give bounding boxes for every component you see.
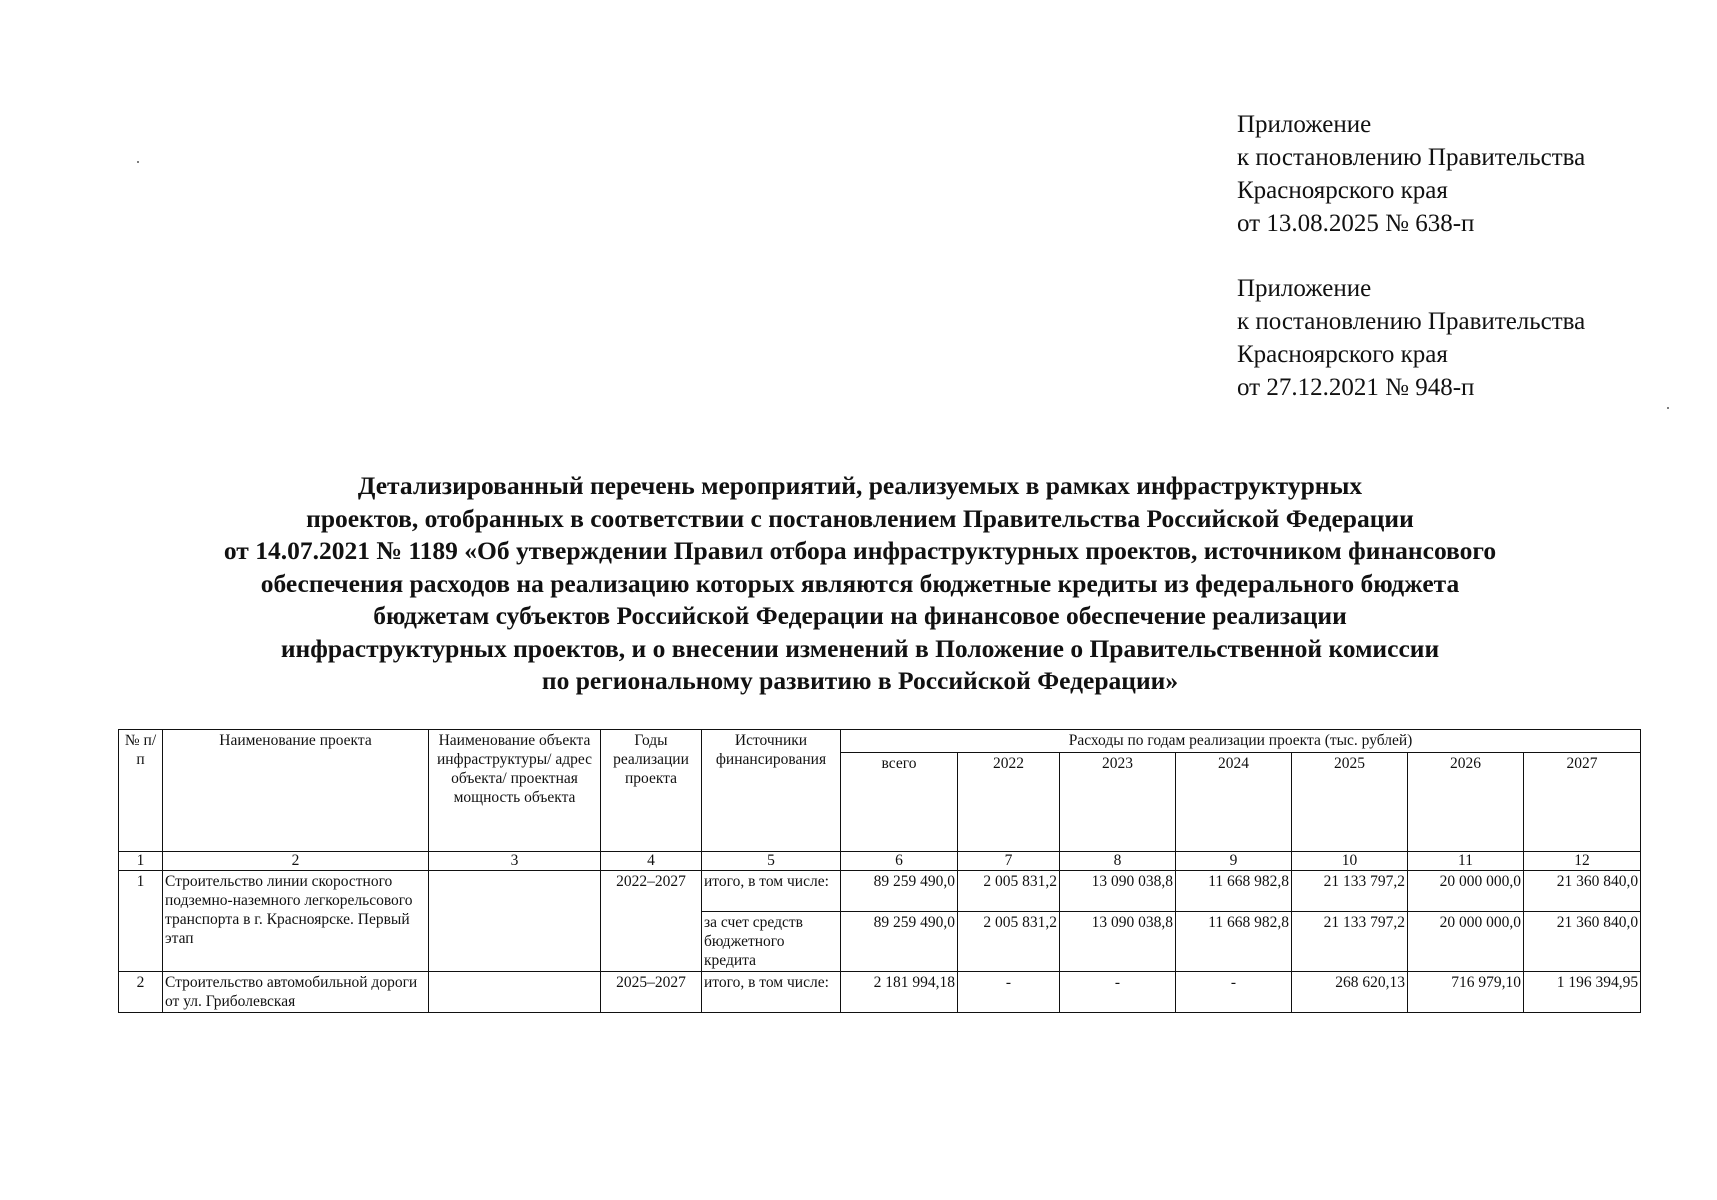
row-2023: -: [1060, 972, 1176, 1013]
row-2025: 21 133 797,2: [1292, 871, 1408, 912]
title-line: проектов, отобранных в соответствии с постановлением Правительства Российской Федерации: [306, 503, 1414, 533]
header-num: № п/п: [119, 730, 163, 852]
appendix-original-line-2: к постановлению Правительства: [1237, 308, 1586, 335]
row-2024: -: [1176, 972, 1292, 1013]
header-expenses: Расходы по годам реализации проекта (тыс. рублей): [841, 730, 1641, 753]
document-title: [120, 470, 1600, 698]
header-object: Наименование объекта инфраструктуры/ адрес объекта/ проектная мощность объекта: [429, 730, 601, 852]
header-year-2026: 2026: [1408, 753, 1524, 852]
appendix-original-line-3: Красноярского края: [1237, 341, 1448, 368]
title-line: инфраструктурных проектов, и о внесении изменений в Положение о Правительственной комиссии: [280, 633, 1440, 663]
row-2024: 11 668 982,8: [1176, 912, 1292, 972]
column-number: 7: [958, 852, 1060, 871]
header-sources: Источники финансирования: [702, 730, 841, 852]
column-number: 12: [1524, 852, 1641, 871]
title-line: по региональному развитию в Российской Федерации»: [541, 666, 1179, 695]
table-row: [119, 972, 1641, 1013]
row-2025: 268 620,13: [1292, 972, 1408, 1013]
header-total: всего: [841, 753, 958, 852]
row-project: Строительство автомобильной дороги от ул. Гриболевская: [163, 972, 429, 1013]
column-number: 2: [163, 852, 429, 871]
row-2026: 716 979,10: [1408, 972, 1524, 1013]
header-year-2025: 2025: [1292, 753, 1408, 852]
title-line: Детализированный перечень мероприятий, реализуемых в рамках инфраструктурных: [357, 471, 1363, 500]
column-number-row: [119, 852, 1641, 871]
row-2023: 13 090 038,8: [1060, 871, 1176, 912]
header-project: Наименование проекта: [163, 730, 429, 852]
column-number: 1: [119, 852, 163, 871]
title-line: бюджетам субъектов Российской Федерации на финансовое обеспечение реализации: [373, 601, 1347, 630]
table-header-row: [119, 730, 1641, 753]
column-number: 10: [1292, 852, 1408, 871]
header-year-2023: 2023: [1060, 753, 1176, 852]
row-source: итого, в том числе:: [702, 972, 841, 1013]
column-number: 9: [1176, 852, 1292, 871]
row-num: 2: [119, 972, 163, 1013]
appendix-current-line-3: Красноярского края: [1237, 177, 1448, 204]
column-number: 3: [429, 852, 601, 871]
scan-speck: [1667, 407, 1669, 409]
row-2027: 1 196 394,95: [1524, 972, 1641, 1013]
row-total: 89 259 490,0: [841, 871, 958, 912]
row-source: итого, в том числе:: [702, 871, 841, 912]
appendix-original-line-4: от 27.12.2021 № 948-п: [1237, 374, 1475, 401]
row-num: 1: [119, 871, 163, 972]
row-2026: 20 000 000,0: [1408, 871, 1524, 912]
title-line: от 14.07.2021 № 1189 «Об утверждении Правил отбора инфраструктурных проектов, источником финансового: [223, 536, 1497, 565]
header-year-2022: 2022: [958, 753, 1060, 852]
scan-speck: [137, 161, 139, 163]
row-2022: 2 005 831,2: [958, 871, 1060, 912]
row-project: Строительство линии скоростного подземно-наземного легкорельсового транспорта в г. Красноярске. Первый этап: [163, 871, 429, 972]
table-row: [119, 871, 1641, 912]
expenses-table-wrap: [118, 729, 1640, 1013]
row-2022: -: [958, 972, 1060, 1013]
appendix-original-line-1: Приложение: [1237, 275, 1372, 302]
column-number: 8: [1060, 852, 1176, 871]
row-object: [429, 871, 601, 972]
column-number: 11: [1408, 852, 1524, 871]
row-years: 2022–2027: [601, 871, 702, 972]
row-source: за счет средств бюджетного кредита: [702, 912, 841, 972]
expenses-table: [118, 729, 1641, 1013]
header-year-2024: 2024: [1176, 753, 1292, 852]
row-2024: 11 668 982,8: [1176, 871, 1292, 912]
header-year-2027: 2027: [1524, 753, 1641, 852]
row-2023: 13 090 038,8: [1060, 912, 1176, 972]
row-2025: 21 133 797,2: [1292, 912, 1408, 972]
column-number: 6: [841, 852, 958, 871]
row-2027: 21 360 840,0: [1524, 912, 1641, 972]
title-line: обеспечения расходов на реализацию которых являются бюджетные кредиты из федерального бюджета: [260, 568, 1460, 598]
row-2022: 2 005 831,2: [958, 912, 1060, 972]
column-number: 5: [702, 852, 841, 871]
row-2027: 21 360 840,0: [1524, 871, 1641, 912]
row-total: 89 259 490,0: [841, 912, 958, 972]
appendix-current-line-2: к постановлению Правительства: [1237, 144, 1586, 171]
row-total: 2 181 994,18: [841, 972, 958, 1013]
appendix-current: [1237, 108, 1585, 240]
appendix-current-line-4: от 13.08.2025 № 638-п: [1237, 210, 1475, 237]
row-years: 2025–2027: [601, 972, 702, 1013]
appendix-original: [1237, 272, 1585, 404]
appendix-current-line-1: Приложение: [1237, 111, 1372, 138]
row-2026: 20 000 000,0: [1408, 912, 1524, 972]
row-object: [429, 972, 601, 1013]
header-years: Годы реализации проекта: [601, 730, 702, 852]
column-number: 4: [601, 852, 702, 871]
